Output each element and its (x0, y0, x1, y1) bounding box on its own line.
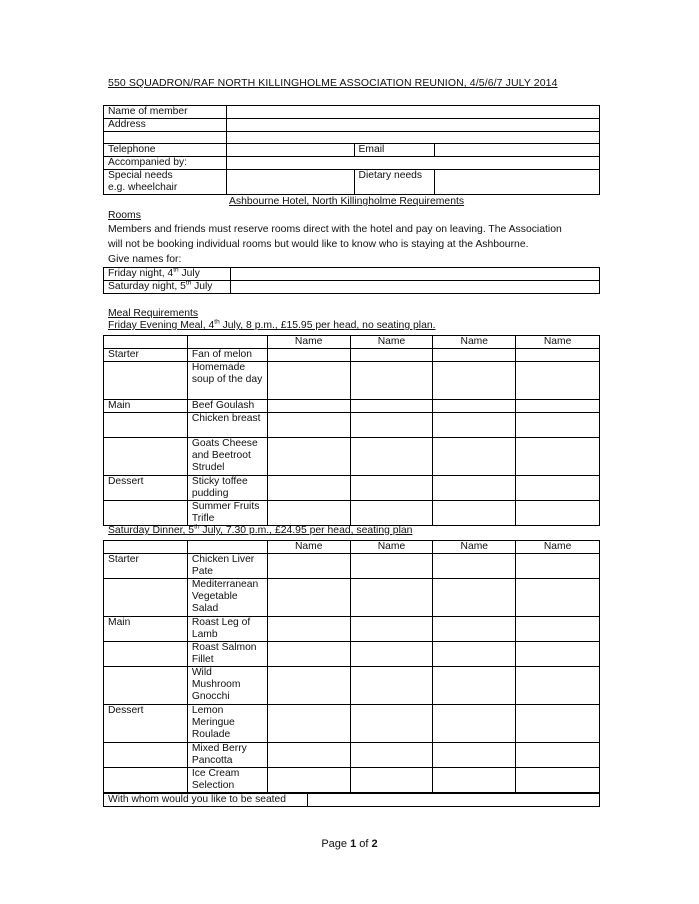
selection-cell[interactable] (433, 501, 516, 526)
selection-cell[interactable] (433, 579, 516, 617)
table-row (104, 476, 600, 501)
name-header: Name (516, 541, 600, 554)
name-header: Name (516, 336, 600, 349)
course-label (104, 743, 188, 768)
table-row (104, 705, 600, 743)
dietary-field[interactable] (435, 170, 600, 195)
selection-cell[interactable] (267, 768, 350, 793)
selection-cell[interactable] (516, 501, 600, 526)
telephone-row (104, 144, 600, 157)
selection-cell[interactable] (516, 667, 600, 705)
table-row (104, 743, 600, 768)
course-label: Dessert (104, 476, 188, 501)
accompanied-label: Accompanied by: (104, 157, 227, 170)
selection-cell[interactable] (350, 362, 433, 400)
table-row (104, 438, 600, 476)
table-row (104, 768, 600, 793)
telephone-label: Telephone (104, 144, 227, 157)
selection-cell[interactable] (267, 667, 350, 705)
telephone-field[interactable] (226, 144, 354, 157)
seating-label: With whom would you like to be seated (104, 794, 308, 807)
course-label (104, 438, 188, 476)
name-field[interactable] (226, 106, 599, 119)
friday-night-names-field[interactable] (230, 268, 599, 281)
special-needs-field[interactable] (226, 170, 354, 195)
seating-table (103, 793, 600, 807)
course-label: Starter (104, 554, 188, 579)
course-label: Dessert (104, 705, 188, 743)
dish-label: Lemon Meringue Roulade (187, 705, 267, 743)
meal-requirements-heading: Meal Requirements (108, 308, 199, 319)
selection-cell[interactable] (516, 554, 600, 579)
selection-cell[interactable] (350, 617, 433, 642)
dish-label: Roast Salmon Fillet (187, 642, 267, 667)
accompanied-row (104, 157, 600, 170)
selection-cell[interactable] (350, 349, 433, 362)
nights-table (103, 267, 600, 294)
friday-night-label: Friday night, 4th July (104, 268, 231, 281)
special-needs-label: Special needs (108, 170, 173, 181)
course-label (104, 362, 188, 400)
selection-cell[interactable] (350, 438, 433, 476)
dish-label: Beef Goulash (187, 400, 267, 413)
selection-cell[interactable] (267, 705, 350, 743)
course-label (104, 642, 188, 667)
dish-label: Chicken breast (187, 413, 267, 438)
name-header: Name (433, 541, 516, 554)
selection-cell[interactable] (350, 579, 433, 617)
selection-cell[interactable] (350, 642, 433, 667)
selection-cell[interactable] (267, 438, 350, 476)
table-row (104, 617, 600, 642)
name-header: Name (433, 336, 516, 349)
selection-cell[interactable] (350, 476, 433, 501)
address-field-1[interactable] (226, 119, 599, 132)
email-field[interactable] (435, 144, 600, 157)
document-title: 550 SQUADRON/RAF NORTH KILLINGHOLME ASSOCIATION REUNION, 4/5/6/7 JULY 2014 (108, 77, 558, 89)
rooms-text-2: will not be booking individual rooms but would like to know who is staying at the Ashbourne. (108, 239, 529, 250)
selection-cell[interactable] (350, 413, 433, 438)
selection-cell[interactable] (267, 579, 350, 617)
selection-cell[interactable] (516, 476, 600, 501)
selection-cell[interactable] (433, 554, 516, 579)
address-row (104, 119, 600, 132)
saturday-header-row (104, 541, 600, 554)
table-row (104, 642, 600, 667)
selection-cell[interactable] (433, 349, 516, 362)
saturday-meal-table (103, 540, 600, 793)
give-names-label: Give names for: (108, 254, 182, 265)
dietary-label: Dietary needs (354, 170, 435, 195)
page-number: Page 1 of 2 (321, 838, 378, 850)
name-header: Name (267, 541, 350, 554)
selection-cell[interactable] (267, 476, 350, 501)
address-row-2 (104, 132, 600, 144)
address-field-2[interactable] (226, 132, 599, 144)
saturday-night-names-field[interactable] (230, 281, 599, 294)
name-header: Name (267, 336, 350, 349)
dish-label: Mediterranean Vegetable Salad (187, 579, 267, 617)
selection-cell[interactable] (267, 617, 350, 642)
dish-label: Summer Fruits Trifle (187, 501, 267, 526)
hotel-heading: Ashbourne Hotel, North Killingholme Requirements (229, 196, 465, 207)
selection-cell[interactable] (267, 554, 350, 579)
dish-label: Wild Mushroom Gnocchi (187, 667, 267, 705)
dish-label: Mixed Berry Pancotta (187, 743, 267, 768)
accompanied-field[interactable] (226, 157, 599, 170)
rooms-heading: Rooms (108, 210, 141, 221)
selection-cell[interactable] (516, 743, 600, 768)
selection-cell[interactable] (433, 400, 516, 413)
selection-cell[interactable] (350, 768, 433, 793)
table-row (104, 501, 600, 526)
selection-cell[interactable] (433, 362, 516, 400)
selection-cell[interactable] (433, 642, 516, 667)
dish-label: Homemade soup of the day (187, 362, 267, 400)
member-details-table (103, 105, 600, 195)
course-label (104, 579, 188, 617)
selection-cell[interactable] (516, 642, 600, 667)
selection-cell[interactable] (267, 743, 350, 768)
selection-cell[interactable] (350, 554, 433, 579)
course-label: Starter (104, 349, 188, 362)
rooms-text-1: Members and friends must reserve rooms direct with the hotel and pay on leaving. The Association (108, 224, 562, 235)
friday-meal-title: Friday Evening Meal, 4th July, 8 p.m., £15.95 per head, no seating plan. (108, 318, 436, 331)
selection-cell[interactable] (350, 501, 433, 526)
selection-cell[interactable] (433, 438, 516, 476)
selection-cell[interactable] (516, 617, 600, 642)
selection-cell[interactable] (433, 476, 516, 501)
table-row (104, 413, 600, 438)
selection-cell[interactable] (516, 579, 600, 617)
course-label (104, 768, 188, 793)
friday-header-row (104, 336, 600, 349)
table-row (104, 579, 600, 617)
selection-cell[interactable] (267, 413, 350, 438)
selection-cell[interactable] (350, 400, 433, 413)
table-row (104, 362, 600, 400)
selection-cell[interactable] (433, 743, 516, 768)
saturday-night-row (104, 281, 600, 294)
selection-cell[interactable] (433, 705, 516, 743)
table-row (104, 400, 600, 413)
selection-cell[interactable] (350, 743, 433, 768)
seating-field[interactable] (307, 794, 599, 807)
name-header: Name (350, 541, 433, 554)
dish-label: Chicken Liver Pate (187, 554, 267, 579)
special-needs-sub: e.g. wheelchair (108, 182, 178, 193)
selection-cell[interactable] (516, 349, 600, 362)
dish-label: Goats Cheese and Beetroot Strudel (187, 438, 267, 476)
selection-cell[interactable] (433, 768, 516, 793)
selection-cell[interactable] (433, 617, 516, 642)
needs-row (104, 170, 600, 195)
course-label: Main (104, 617, 188, 642)
seating-row (104, 794, 600, 807)
friday-night-row (104, 268, 600, 281)
course-label (104, 501, 188, 526)
email-label: Email (354, 144, 435, 157)
dish-label: Sticky toffee pudding (187, 476, 267, 501)
selection-cell[interactable] (516, 705, 600, 743)
selection-cell[interactable] (516, 362, 600, 400)
selection-cell[interactable] (267, 501, 350, 526)
selection-cell[interactable] (267, 400, 350, 413)
selection-cell[interactable] (516, 438, 600, 476)
table-row (104, 667, 600, 705)
selection-cell[interactable] (516, 768, 600, 793)
dish-label: Fan of melon (187, 349, 267, 362)
selection-cell[interactable] (433, 667, 516, 705)
selection-cell[interactable] (350, 705, 433, 743)
selection-cell[interactable] (516, 400, 600, 413)
name-label: Name of member (104, 106, 227, 119)
address-label: Address (104, 119, 227, 132)
course-label (104, 413, 188, 438)
name-row (104, 106, 600, 119)
name-header: Name (350, 336, 433, 349)
saturday-meal-title: Saturday Dinner, 5th July, 7.30 p.m., £24.95 per head, seating plan (108, 523, 413, 536)
friday-meal-table (103, 335, 600, 526)
selection-cell[interactable] (267, 642, 350, 667)
dish-label: Ice Cream Selection (187, 768, 267, 793)
course-label (104, 667, 188, 705)
table-row (104, 349, 600, 362)
selection-cell[interactable] (267, 362, 350, 400)
selection-cell[interactable] (433, 413, 516, 438)
selection-cell[interactable] (350, 667, 433, 705)
selection-cell[interactable] (516, 413, 600, 438)
course-label: Main (104, 400, 188, 413)
table-row (104, 554, 600, 579)
dish-label: Roast Leg of Lamb (187, 617, 267, 642)
saturday-night-label: Saturday night, 5th July (104, 281, 231, 294)
selection-cell[interactable] (267, 349, 350, 362)
